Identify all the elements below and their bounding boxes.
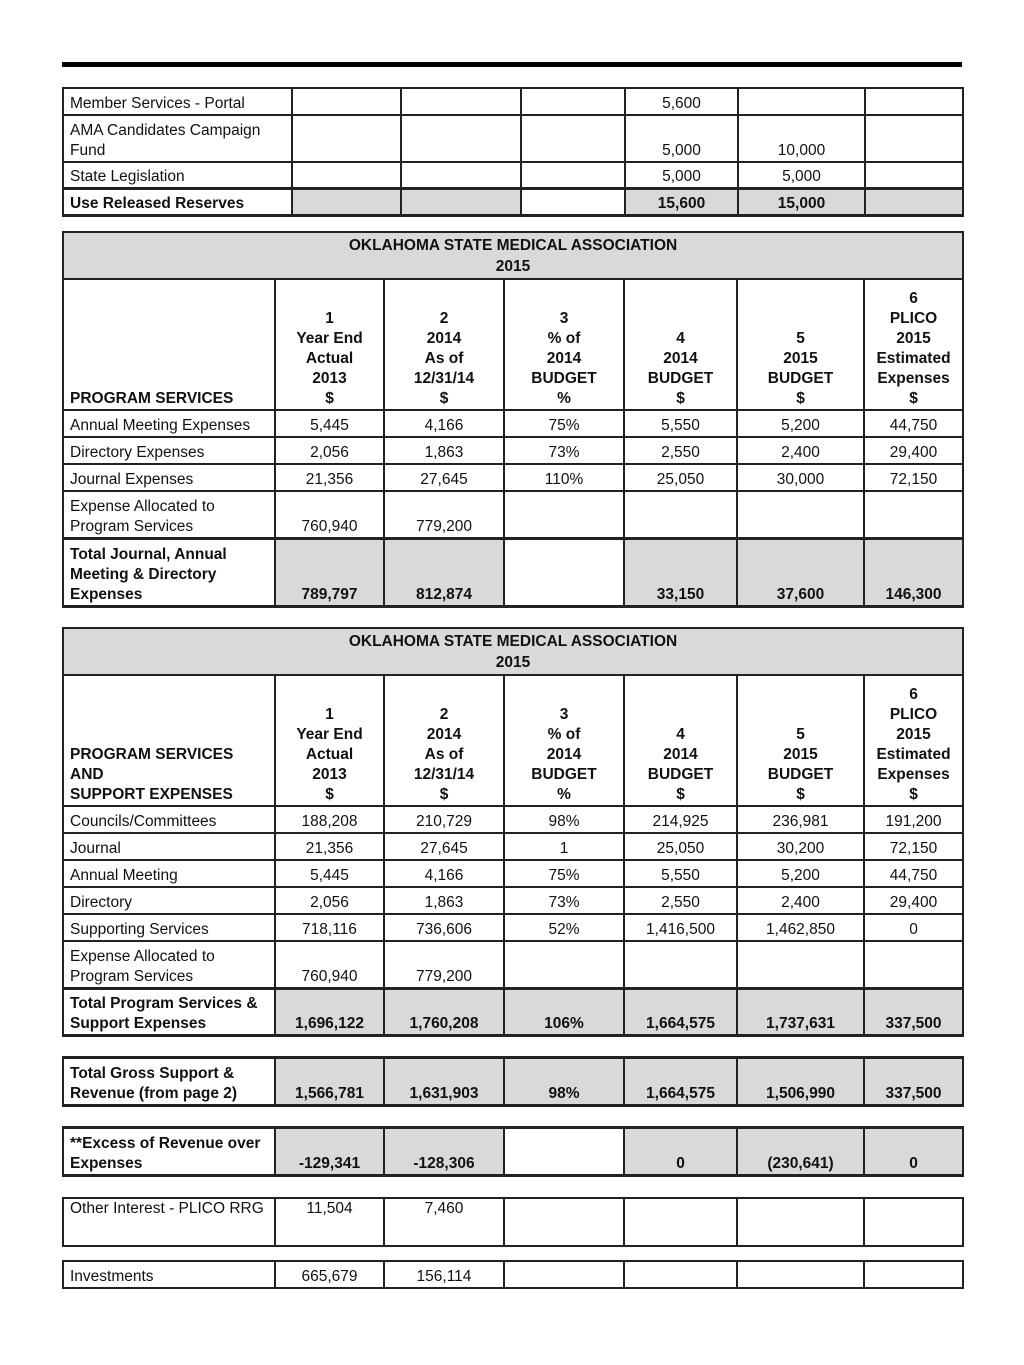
top-rule (62, 62, 962, 67)
table-row (63, 1261, 963, 1288)
gross-revenue-table (62, 1056, 964, 1107)
cell (292, 88, 401, 115)
cell: 2,400 (737, 887, 864, 914)
cell: 37,600 (737, 538, 864, 606)
other-interest-table (62, 1197, 964, 1247)
table-row (63, 115, 963, 162)
cell: 1,664,575 (624, 1058, 737, 1106)
cell: 75% (504, 410, 624, 437)
row-label: Expense Allocated to Program Services (63, 941, 275, 988)
table-row (63, 491, 963, 538)
table-row (63, 437, 963, 464)
row-label: Councils/Committees (63, 806, 275, 833)
cell: 5,000 (625, 162, 738, 188)
cell: 1,760,208 (384, 988, 504, 1035)
cell: 5,200 (737, 410, 864, 437)
column-header: 3 % of 2014 BUDGET % (504, 675, 624, 806)
column-header: 2 2014 As of 12/31/14 $ (384, 279, 504, 410)
cell: 2,056 (275, 887, 384, 914)
cell: 1,863 (384, 437, 504, 464)
table-row (63, 833, 963, 860)
cell (737, 941, 864, 988)
cell: 191,200 (864, 806, 963, 833)
cell (504, 1128, 624, 1176)
table-title (63, 232, 963, 279)
total-row (63, 988, 963, 1035)
cell: 27,645 (384, 464, 504, 491)
row-label: Expense Allocated to Program Services (63, 491, 275, 538)
cell: 75% (504, 860, 624, 887)
table-row (63, 1198, 963, 1246)
row-label: Total Program Services & Support Expenses (63, 988, 275, 1035)
cell: 30,000 (737, 464, 864, 491)
cell: 2,400 (737, 437, 864, 464)
cell: 73% (504, 887, 624, 914)
cell (504, 1261, 624, 1288)
cell (864, 941, 963, 988)
cell (292, 188, 401, 215)
cell (865, 188, 963, 215)
title-line: OKLAHOMA STATE MEDICAL ASSOCIATION (348, 632, 678, 650)
cell: 5,600 (625, 88, 738, 115)
table-row (63, 464, 963, 491)
cell: 0 (624, 1128, 737, 1176)
cell: 15,000 (738, 188, 865, 215)
cell (864, 1198, 963, 1246)
cell (521, 188, 625, 215)
cell (504, 1198, 624, 1246)
table-row (63, 162, 963, 188)
cell: 812,874 (384, 538, 504, 606)
table-row (63, 914, 963, 941)
cell (401, 88, 521, 115)
cell (401, 188, 521, 215)
cell: 779,200 (384, 941, 504, 988)
cell: 10,000 (738, 115, 865, 162)
cell: 214,925 (624, 806, 737, 833)
cell: 110% (504, 464, 624, 491)
cell: 2,550 (624, 887, 737, 914)
row-label: Journal (63, 833, 275, 860)
cell: 1,631,903 (384, 1058, 504, 1106)
row-label: Journal Expenses (63, 464, 275, 491)
cell (292, 162, 401, 188)
column-header: 1 Year End Actual 2013 $ (275, 675, 384, 806)
row-label: Investments (63, 1261, 275, 1288)
cell: 25,050 (624, 464, 737, 491)
cell: 789,797 (275, 538, 384, 606)
cell: 1,696,122 (275, 988, 384, 1035)
total-row (63, 188, 963, 215)
cell: 30,200 (737, 833, 864, 860)
cell: 4,166 (384, 860, 504, 887)
cell: 15,600 (625, 188, 738, 215)
cell: 5,550 (624, 860, 737, 887)
cell: 5,000 (738, 162, 865, 188)
cell: 665,679 (275, 1261, 384, 1288)
investments-table (62, 1260, 964, 1289)
table-title-row (63, 232, 963, 279)
cell: 4,166 (384, 410, 504, 437)
cell: 72,150 (864, 464, 963, 491)
column-header: 2 2014 As of 12/31/14 $ (384, 675, 504, 806)
cell: 98% (504, 1058, 624, 1106)
cell (401, 162, 521, 188)
row-label: **Excess of Revenue over Expenses (63, 1128, 275, 1176)
cell: 21,356 (275, 833, 384, 860)
cell: 11,504 (275, 1198, 384, 1246)
cell: 1,506,990 (737, 1058, 864, 1106)
table-row (63, 88, 963, 115)
row-label: Directory Expenses (63, 437, 275, 464)
row-label: Annual Meeting Expenses (63, 410, 275, 437)
title-year: 2015 (495, 653, 531, 671)
cell: 156,114 (384, 1261, 504, 1288)
cell: 718,116 (275, 914, 384, 941)
row-label: Other Interest - PLICO RRG (63, 1198, 275, 1246)
cell: 188,208 (275, 806, 384, 833)
cell: 337,500 (864, 988, 963, 1035)
cell (864, 491, 963, 538)
total-row (63, 538, 963, 606)
cell (737, 1198, 864, 1246)
cell: (230,641) (737, 1128, 864, 1176)
cell: 146,300 (864, 538, 963, 606)
total-row (63, 1058, 963, 1106)
cell (865, 115, 963, 162)
table-row (63, 410, 963, 437)
column-header: 6 PLICO 2015 Estimated Expenses $ (864, 675, 963, 806)
column-header: 4 2014 BUDGET $ (624, 279, 737, 410)
cell: 106% (504, 988, 624, 1035)
cell: 27,645 (384, 833, 504, 860)
column-header: 5 2015 BUDGET $ (737, 675, 864, 806)
cell (521, 88, 625, 115)
row-label: Total Gross Support & Revenue (from page 2) (63, 1058, 275, 1106)
cell: 337,500 (864, 1058, 963, 1106)
cell: 1,664,575 (624, 988, 737, 1035)
column-header: 1 Year End Actual 2013 $ (275, 279, 384, 410)
cell (504, 941, 624, 988)
cell (624, 491, 737, 538)
table-title (63, 628, 963, 675)
row-label: Member Services - Portal (63, 88, 292, 115)
row-label: Use Released Reserves (63, 188, 292, 215)
cell (624, 1261, 737, 1288)
cell (865, 162, 963, 188)
cell (521, 162, 625, 188)
row-header: PROGRAM SERVICES (63, 279, 275, 410)
cell: 5,200 (737, 860, 864, 887)
reserves-table (62, 87, 964, 217)
cell (624, 941, 737, 988)
table-title-row (63, 628, 963, 675)
row-label: Directory (63, 887, 275, 914)
cell: 21,356 (275, 464, 384, 491)
cell: 44,750 (864, 410, 963, 437)
column-header-row (63, 279, 963, 410)
column-header: 4 2014 BUDGET $ (624, 675, 737, 806)
cell: 760,940 (275, 491, 384, 538)
total-row (63, 1128, 963, 1176)
cell: 736,606 (384, 914, 504, 941)
cell: 29,400 (864, 437, 963, 464)
cell: 210,729 (384, 806, 504, 833)
column-header-row (63, 675, 963, 806)
cell: 52% (504, 914, 624, 941)
cell (738, 88, 865, 115)
cell (292, 115, 401, 162)
row-label: Total Journal, Annual Meeting & Directory Expenses (63, 538, 275, 606)
cell: 7,460 (384, 1198, 504, 1246)
cell: 1,566,781 (275, 1058, 384, 1106)
cell: 1 (504, 833, 624, 860)
table-row (63, 806, 963, 833)
cell: 1,737,631 (737, 988, 864, 1035)
cell: 760,940 (275, 941, 384, 988)
table-row (63, 941, 963, 988)
cell: 44,750 (864, 860, 963, 887)
cell: 98% (504, 806, 624, 833)
cell (624, 1198, 737, 1246)
cell: 236,981 (737, 806, 864, 833)
cell: 73% (504, 437, 624, 464)
cell: 5,550 (624, 410, 737, 437)
cell: 72,150 (864, 833, 963, 860)
title-line: OKLAHOMA STATE MEDICAL ASSOCIATION (348, 236, 678, 254)
cell: 1,416,500 (624, 914, 737, 941)
row-header: PROGRAM SERVICES AND SUPPORT EXPENSES (63, 675, 275, 806)
cell: 29,400 (864, 887, 963, 914)
row-label: State Legislation (63, 162, 292, 188)
cell (865, 88, 963, 115)
cell (864, 1261, 963, 1288)
cell: 0 (864, 914, 963, 941)
row-label: Supporting Services (63, 914, 275, 941)
table-row (63, 887, 963, 914)
cell: 5,445 (275, 860, 384, 887)
table-row (63, 860, 963, 887)
cell: 1,863 (384, 887, 504, 914)
cell: 779,200 (384, 491, 504, 538)
title-year: 2015 (495, 257, 531, 275)
column-header: 3 % of 2014 BUDGET % (504, 279, 624, 410)
cell (521, 115, 625, 162)
cell: 25,050 (624, 833, 737, 860)
cell (737, 491, 864, 538)
cell: -128,306 (384, 1128, 504, 1176)
cell: 2,056 (275, 437, 384, 464)
support-expenses-table (62, 627, 964, 1037)
excess-revenue-table (62, 1126, 964, 1177)
cell (504, 491, 624, 538)
cell: 5,445 (275, 410, 384, 437)
row-label: AMA Candidates Campaign Fund (63, 115, 292, 162)
cell: 2,550 (624, 437, 737, 464)
program-services-table (62, 231, 964, 608)
cell (504, 538, 624, 606)
cell (401, 115, 521, 162)
row-label: Annual Meeting (63, 860, 275, 887)
column-header: 6 PLICO 2015 Estimated Expenses $ (864, 279, 963, 410)
column-header: 5 2015 BUDGET $ (737, 279, 864, 410)
cell (737, 1261, 864, 1288)
cell: 33,150 (624, 538, 737, 606)
cell: 0 (864, 1128, 963, 1176)
cell: 1,462,850 (737, 914, 864, 941)
cell: 5,000 (625, 115, 738, 162)
cell: -129,341 (275, 1128, 384, 1176)
